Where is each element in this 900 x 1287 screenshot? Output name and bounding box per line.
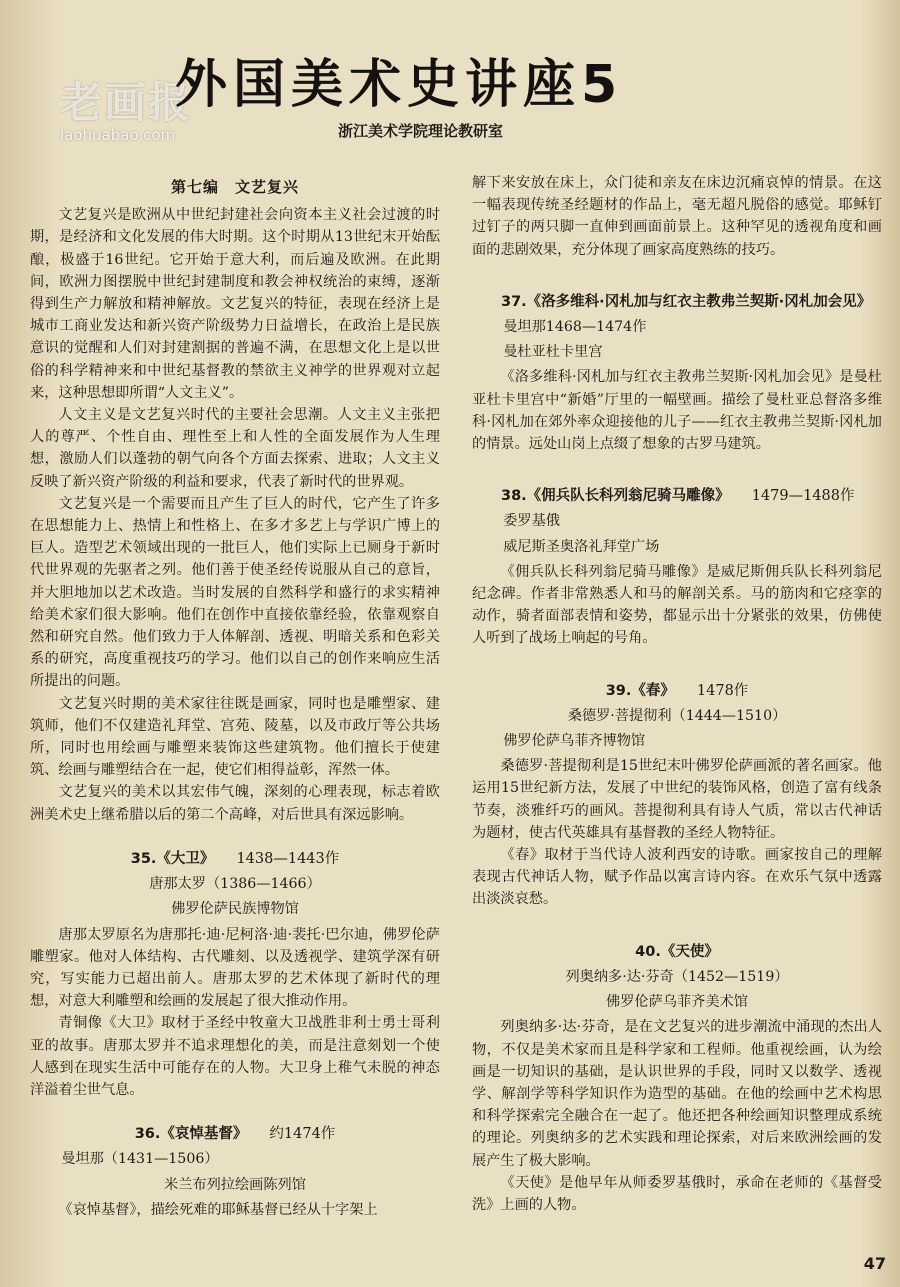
- section-paragraph: 人文主义是文艺复兴时代的主要社会思潮。人文主义主张把人的尊严、个性自由、理性至上和人性的全面发展作为人生理想，激励人们以蓬勃的朝气向各个方面去探索、进取；人文主义反映了新兴资产阶级的利益和要求，代表了新时代的世界观。: [30, 407, 440, 490]
- right-column: [472, 172, 882, 1216]
- watermark: [60, 70, 192, 144]
- entry-artist: 委罗基俄: [503, 513, 560, 530]
- entry-location: 威尼斯圣奥洛礼拜堂广场: [503, 538, 660, 555]
- entry-artist: 曼坦那1468—1474作: [503, 319, 647, 336]
- article-title: 外国美术史讲座5: [175, 55, 624, 115]
- entry-heading: [472, 680, 882, 702]
- entry-paragraph: 《洛多维科·冈札加与红衣主教弗兰契斯·冈札加会见》是曼杜亚杜卡里宫中“新婚”厅里的一幅壁画。描绘了曼杜亚总督洛多维科·冈札加在郊外率众迎接他的儿子——红衣主教弗兰契斯·冈札加的情景。远处山岗上点缀了想象的古罗马建筑。: [472, 369, 882, 453]
- entry-paragraph: 青铜像《大卫》取材于圣经中牧童大卫战胜非利士勇士哥利亚的故事。唐那太罗并不追求理想化的美，而是注意刻划一个使人感到在现实生活中可能存在的人物。大卫身上稚气未脱的神态洋溢着尘世气息。: [30, 1015, 440, 1098]
- entry-heading: [30, 1123, 440, 1145]
- entry-title: 40.《天使》: [635, 943, 719, 960]
- entry-38: [472, 485, 882, 649]
- entry-title: 35.《大卫》: [130, 850, 215, 867]
- article-author: 浙江美术学院理论教研室: [338, 122, 504, 140]
- entry-title: 38.《佣兵队长科列翁尼骑马雕像》: [501, 488, 730, 505]
- entry-paragraph: 唐那太罗原名为唐那托·迪·尼柯洛·迪·裴托·巴尔迪，佛罗伦萨雕塑家。他对人体结构、古代雕刻、以及透视学、建筑学深有研究，写实能力已超出前人。唐那太罗的艺术体现了新时代的理想，对意大利雕塑和绘画的发展起了很大推动作用。: [30, 926, 440, 1010]
- section-paragraph: 文艺复兴时期的美术家往往既是画家，同时也是雕塑家、建筑师，他们不仅建造礼拜堂、宫苑、陵墓，以及市政厅等公共场所，同时也用绘画与雕塑来装饰这些建筑物。他们擅长于使建筑、绘画与雕塑结合在一起，使它们相得益彰，浑然一体。: [30, 695, 440, 779]
- entry-artist: 曼坦那（1431—1506）: [61, 1151, 219, 1168]
- entry-title: 37.《洛多维科·冈札加与红衣主教弗兰契斯·冈札加会见》: [501, 293, 872, 310]
- entry-artist: 桑德罗·菩提彻利（1444—1510）: [567, 707, 787, 724]
- section-heading: 第七编 文艺复兴: [170, 178, 299, 196]
- entry-36: [30, 1123, 440, 1221]
- entry-years: 1438—1443作: [236, 850, 340, 867]
- left-column: [30, 172, 440, 1221]
- entry-location: 佛罗伦萨乌菲齐博物馆: [503, 733, 646, 750]
- section-paragraph: 文艺复兴的美术以其宏伟气魄，深刻的心理表现，标志着欧洲美术史上继希腊以后的第二个高峰，对后世具有深远影响。: [30, 784, 440, 823]
- entry-location: 曼杜亚杜卡里宫: [503, 344, 603, 361]
- entry-artist: 唐那太罗（1386—1466）: [149, 876, 321, 893]
- entry-35: [30, 848, 440, 1101]
- entry-paragraph: 《春》取材于当代诗人波利西安的诗歌。画家按自己的理解表现古代神话人物，赋予作品以寓言诗内容。在欢乐气氛中透露出淡淡哀愁。: [472, 847, 882, 908]
- entry-paragraph-continued: 解下来安放在床上，众门徒和亲友在床边沉痛哀悼的情景。在这一幅表现传统圣经题材的作品上，毫无超凡脱俗的感觉。耶稣钉过钉子的两只脚一直伸到画面前景上。这种罕见的透视角度和画面的悲剧效果，充分体现了画家高度熟练的技巧。: [472, 175, 882, 258]
- entry-years: 约1474作: [269, 1126, 336, 1143]
- entry-years: 1478作: [696, 682, 749, 699]
- entry-37: [472, 291, 882, 455]
- entry-heading: [472, 485, 882, 507]
- watermark-logo: 老画报: [60, 78, 193, 127]
- entry-39: [472, 680, 882, 911]
- entry-heading: [30, 848, 440, 870]
- entry-paragraph: 列奥纳多·达·芬奇，是在文艺复兴的进步潮流中涌现的杰出人物，不仅是美术家而且是科学家和工程师。他重视绘画，认为绘画是一切知识的基础，是认识世界的手段，同时又以数学、透视学、解剖学等科学知识作为造型的基础。在他的绘画中艺术构思和科学探索完全融合在一起了。他还把各种绘画知识整理成系统的理论。列奥纳多的艺术实践和理论探索，对后来欧洲绘画的发展产生了极大影响。: [472, 1019, 882, 1169]
- entry-artist: 列奥纳多·达·芬奇（1452—1519）: [565, 968, 789, 985]
- entry-paragraph: 《天使》是他早年从师委罗基俄时，承命在老师的《基督受洗》上画的人物。: [472, 1174, 882, 1213]
- entry-location: 米兰布列拉绘画陈列馆: [164, 1176, 306, 1193]
- entry-location: 佛罗伦萨民族博物馆: [171, 901, 299, 918]
- entry-paragraph: 桑德罗·菩提彻利是15世纪末叶佛罗伦萨画派的著名画家。他运用15世纪新方法，发展了中世纪的装饰风格，创造了富有线条节奏，淡雅纤巧的画风。菩提彻利具有诗人气质，常以古代神话为题材，使古代英雄具有基督教的圣经人物特征。: [472, 758, 882, 841]
- section-paragraph: 文艺复兴是欧洲从中世纪封建社会向资本主义社会过渡的时期，是经济和文化发展的伟大时期。这个时期从13世纪末开始酝酿，极盛于16世纪。它开始于意大利，而后遍及欧洲。在此期间，欧洲力图摆脱中世纪封建制度和教会神权统治的束缚，逐渐得到生产力解放和精神解放。文艺复兴的特征，表现在经济上是城市工商业发达和新兴资产阶级势力日益增长，在政治上是民族意识的觉醒和人们对封建割据的普遍不满，在思想文化上是以世俗的科学精神来和中世纪基督教的禁欲主义神学的世界观对立起来，这种思想即所谓“人文主义”。: [30, 207, 440, 401]
- entry-title: 39.《春》: [605, 682, 675, 699]
- section-paragraph: 文艺复兴是一个需要而且产生了巨人的时代，它产生了许多在思想能力上、热情上和性格上、在多才多艺上与学识广博上的巨人。造型艺术领域出现的一批巨人，他们实际上已厕身于新时代世界观的先驱者之列。他们善于使圣经传说服从自己的意旨，并大胆地加以艺术改造。当时发展的自然科学和盛行的求实精神给美术家们很大影响。他们在创作中直接依靠经验，依靠观察自然和研究自然。他们致力于人体解剖、透视、明暗关系和色彩关系的研究，高度重视技巧的学习。他们以自己的创作来响应生活所提出的问题。: [30, 495, 440, 690]
- entry-years: 1479—1488作: [751, 488, 855, 505]
- entry-title: 36.《哀悼基督》: [134, 1126, 248, 1143]
- entry-paragraph: 《佣兵队长科列翁尼骑马雕像》是威尼斯佣兵队长科列翁尼纪念碑。作者非常熟悉人和马的解剖关系。马的筋肉和它痉挛的动作，骑者面部表情和姿势，都显示出十分紧张的效果，仿佛使人听到了战场上响起的号角。: [472, 563, 882, 647]
- entry-location: 佛罗伦萨乌菲齐美术馆: [606, 994, 748, 1011]
- entry-40: [472, 941, 882, 1216]
- entry-paragraph: 《哀悼基督》，描绘死难的耶稣基督已经从十字架上: [58, 1201, 378, 1218]
- watermark-url: laohuabao.com: [60, 126, 176, 144]
- page-number: 47: [863, 1254, 886, 1273]
